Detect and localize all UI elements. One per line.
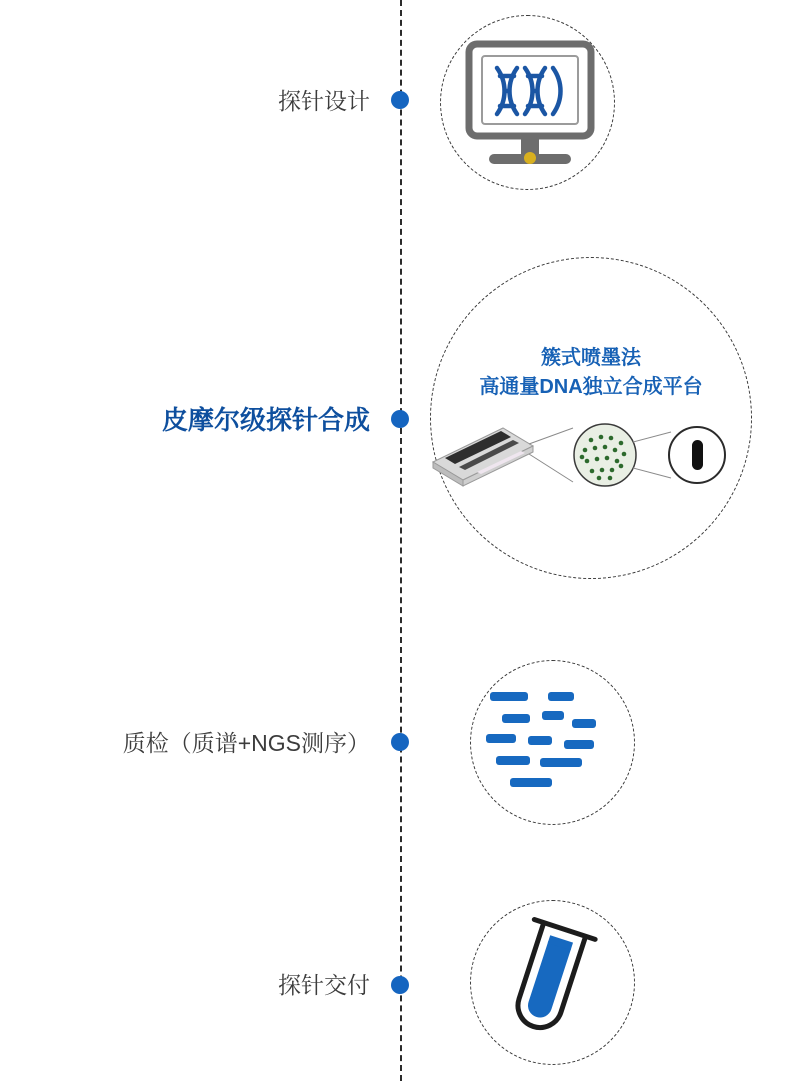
test-tube-icon — [490, 915, 620, 1050]
step-label-4: 探针交付 — [278, 972, 370, 998]
timeline-node-4[interactable] — [391, 976, 409, 994]
gel-bands-icon — [480, 678, 625, 808]
timeline-axis — [400, 0, 402, 1081]
inkjet-synthesis-icon — [425, 410, 725, 510]
timeline-node-2[interactable] — [391, 410, 409, 428]
timeline-node-3[interactable] — [391, 733, 409, 751]
step-label-3: 质检（质谱+NGS测序） — [122, 730, 370, 756]
timeline-node-1[interactable] — [391, 91, 409, 109]
step-label-1: 探针设计 — [278, 88, 370, 114]
synthesis-caption-line2: 高通量DNA独立合成平台 — [479, 376, 703, 398]
synthesis-caption-line1: 簇式喷墨法 — [541, 347, 641, 369]
monitor-dna-icon — [455, 38, 605, 178]
step-label-2: 皮摩尔级探针合成 — [161, 405, 370, 435]
